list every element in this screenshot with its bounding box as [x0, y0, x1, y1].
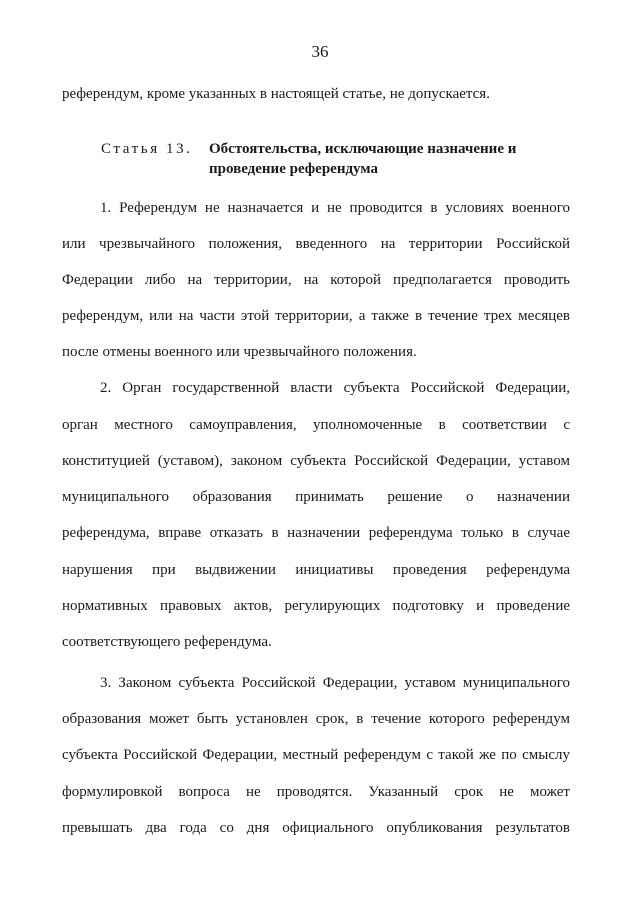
article-title	[209, 139, 569, 179]
paragraph-line: 1. Референдум не назначается и не проводится в условиях военного	[100, 200, 570, 216]
page-number: 36	[311, 42, 329, 61]
paragraph-line: муниципального образования принимать решение о назначении	[62, 489, 570, 505]
paragraph-line: нормативных правовых актов, регулирующих подготовку и проведение	[62, 598, 570, 614]
paragraph-line: конституцией (уставом), законом субъекта Российской Федерации, уставом	[62, 453, 570, 469]
paragraph-line: Федерации либо на территории, на которой предполагается проводить	[62, 272, 570, 288]
article-label: Статья 13.	[101, 141, 193, 157]
article-title-line: Обстоятельства, исключающие назначение и	[209, 141, 517, 157]
paragraph-line: 3. Законом субъекта Российской Федерации, уставом муниципального	[100, 675, 570, 691]
paragraph-line: формулировкой вопроса не проводятся. Указанный срок не может	[62, 784, 570, 800]
paragraph-line: превышать два года со дня официального опубликования результатов	[62, 820, 570, 836]
paragraph-line: образования может быть установлен срок, в течение которого референдум	[62, 711, 570, 727]
paragraph-line: соответствующего референдума.	[62, 634, 272, 650]
paragraph-line: 2. Орган государственной власти субъекта Российской Федерации,	[100, 380, 570, 396]
paragraph-line: субъекта Российской Федерации, местный референдум с такой же по смыслу	[62, 747, 570, 763]
intro-line: референдум, кроме указанных в настоящей статье, не допускается.	[62, 86, 490, 102]
paragraph-line: референдума, вправе отказать в назначении референдума только в случае	[62, 525, 570, 541]
paragraph-line: орган местного самоуправления, уполномоченные в соответствии с	[62, 417, 570, 433]
paragraph-line: или чрезвычайного положения, введенного на территории Российской	[62, 236, 570, 252]
paragraph-line: нарушения при выдвижении инициативы проведения референдума	[62, 562, 570, 578]
paragraph-line: после отмены военного или чрезвычайного положения.	[62, 344, 417, 360]
article-title-line: проведение референдума	[209, 161, 378, 177]
paragraph-line: референдум, или на части этой территории, а также в течение трех месяцев	[62, 308, 570, 324]
